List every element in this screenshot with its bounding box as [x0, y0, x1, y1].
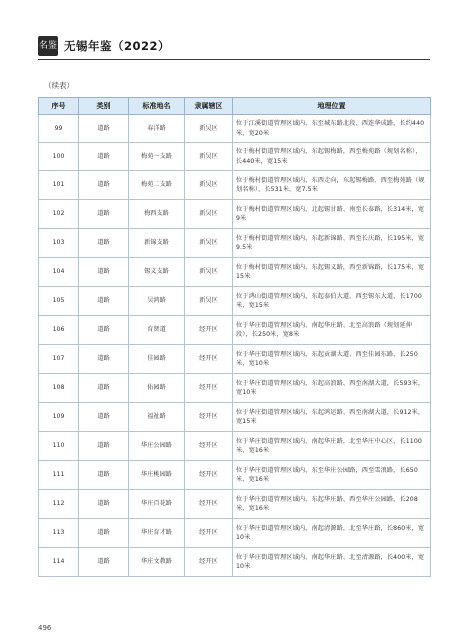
- row-number: 100: [39, 143, 79, 171]
- row-standard-name: 梅苑一支路: [129, 143, 185, 171]
- row-location: 位于华庄街道管理区域内，南起华庄路，北至华庄中心区，长1100米，宽16米: [233, 432, 431, 461]
- row-category: 道路: [79, 171, 129, 200]
- row-category: 道路: [79, 200, 129, 229]
- row-location: 位于鸿山街道管理区域内，东起泰伯大道、西至锡东大道，长1700米，宽15米: [233, 287, 431, 316]
- row-district: 经开区: [185, 432, 233, 461]
- table-row: [39, 171, 431, 200]
- row-category: 道路: [79, 287, 129, 316]
- row-number: 110: [39, 432, 79, 461]
- row-location: 位于华庄街道管理区域内，南起华庄路、北至高浪路（规划延伸段），长250米，宽8米: [233, 316, 431, 345]
- road-name-table: [38, 97, 431, 577]
- row-district: 经开区: [185, 345, 233, 374]
- row-standard-name: 华庄公园路: [129, 432, 185, 461]
- row-standard-name: 吴鸿路: [129, 287, 185, 316]
- row-category: 道路: [79, 143, 129, 171]
- table-row: [39, 490, 431, 519]
- row-district: 新吴区: [185, 200, 233, 229]
- row-district: 经开区: [185, 461, 233, 490]
- row-category: 道路: [79, 403, 129, 432]
- row-number: 101: [39, 171, 79, 200]
- column-header-location: 地理位置: [233, 98, 431, 115]
- row-district: 经开区: [185, 403, 233, 432]
- row-location: 位于梅村街道管理区域内，东起锡梅路，西至梅苑路（规划名称），长440米，宽15米: [233, 143, 431, 171]
- row-district: 新吴区: [185, 258, 233, 287]
- row-district: 新吴区: [185, 171, 233, 200]
- column-header-category: 类别: [79, 98, 129, 115]
- row-location: 位于华庄街道管理区域内，东起鸿运路、西至南湖大道，长912米，宽15米: [233, 403, 431, 432]
- table-row: [39, 432, 431, 461]
- row-category: 道路: [79, 432, 129, 461]
- row-district: 经开区: [185, 374, 233, 403]
- row-standard-name: 福祉路: [129, 403, 185, 432]
- table-header-row: [39, 98, 431, 115]
- row-category: 道路: [79, 229, 129, 258]
- row-category: 道路: [79, 461, 129, 490]
- row-number: 105: [39, 287, 79, 316]
- table-row: [39, 548, 431, 577]
- row-standard-name: 佳园路: [129, 345, 185, 374]
- table-body: [39, 115, 431, 577]
- row-district: 新吴区: [185, 229, 233, 258]
- row-standard-name: 梅西支路: [129, 200, 185, 229]
- row-category: 道路: [79, 519, 129, 548]
- column-header-district: 隶属辖区: [185, 98, 233, 115]
- row-number: 104: [39, 258, 79, 287]
- row-location: 位于梅村街道管理区域内，东起新锦路、西至长庆路，长195米，宽9.5米: [233, 229, 431, 258]
- table-row: [39, 316, 431, 345]
- row-location: 位于梅村街道管理区域内，东西走向，东起锡梅路、西至梅苑路（规划名称），长531米，宽7.5米: [233, 171, 431, 200]
- table-row: [39, 461, 431, 490]
- book-title: 无锡年鉴（2022）: [64, 39, 171, 53]
- row-standard-name: 梅苑二支路: [129, 171, 185, 200]
- row-location: 位于华庄街道管理区域内，东起高浪路、西至南湖大道，长593米，宽10米: [233, 374, 431, 403]
- row-category: 道路: [79, 115, 129, 143]
- row-number: 114: [39, 548, 79, 577]
- table-row: [39, 229, 431, 258]
- row-number: 106: [39, 316, 79, 345]
- row-number: 107: [39, 345, 79, 374]
- row-location: 位于华庄街道管理区域内，南起华庄路、北至清源路，长400米，宽10米: [233, 548, 431, 577]
- row-number: 99: [39, 115, 79, 143]
- row-category: 道路: [79, 490, 129, 519]
- row-standard-name: 华庄育才路: [129, 519, 185, 548]
- table-row: [39, 519, 431, 548]
- row-location: 位于江溪街道管理区域内，东至城东路北段、西连华成路，长约440米，宽20米: [233, 115, 431, 143]
- row-number: 108: [39, 374, 79, 403]
- row-location: 位于华庄街道管理区域内，东至华庄公园路，西至雪浪路，长650米，宽16米: [233, 461, 431, 490]
- row-location: 位于华庄街道管理区域内，东起贡湖大道、西至佳园东路，长250米，宽10米: [233, 345, 431, 374]
- column-header-standard-name: 标准地名: [129, 98, 185, 115]
- table-row: [39, 403, 431, 432]
- row-number: 111: [39, 461, 79, 490]
- row-location: 位于梅村街道管理区域内，东起锡义路，西至新锦路，长175米，宽15米: [233, 258, 431, 287]
- row-category: 道路: [79, 258, 129, 287]
- yearbook-logo: 名鉴: [38, 36, 58, 56]
- row-standard-name: 华庄百花路: [129, 490, 185, 519]
- table-row: [39, 200, 431, 229]
- table-row: [39, 287, 431, 316]
- row-location: 位于华庄街道管理区域内，南起清源路，北至华庄路，长860米，宽10米: [233, 519, 431, 548]
- row-district: 新吴区: [185, 143, 233, 171]
- row-district: 经开区: [185, 316, 233, 345]
- row-number: 102: [39, 200, 79, 229]
- row-number: 112: [39, 490, 79, 519]
- row-location: 位于梅村街道管理区域内，北起锡甘路、南至长泰路，长314米，宽9米: [233, 200, 431, 229]
- row-district: 经开区: [185, 490, 233, 519]
- table-row: [39, 143, 431, 171]
- table-row: [39, 345, 431, 374]
- row-standard-name: 华庄桃园路: [129, 461, 185, 490]
- row-number: 103: [39, 229, 79, 258]
- table-row: [39, 115, 431, 143]
- page-header: [0, 0, 468, 64]
- row-standard-name: 育贤道: [129, 316, 185, 345]
- row-category: 道路: [79, 548, 129, 577]
- row-location: 位于华庄街道管理区域内，东起华庄路、西至华庄公园路，长208米，宽16米: [233, 490, 431, 519]
- row-standard-name: 春洋路: [129, 115, 185, 143]
- page-number: 496: [38, 624, 52, 632]
- table-row: [39, 374, 431, 403]
- row-standard-name: 佑园路: [129, 374, 185, 403]
- row-district: 新吴区: [185, 287, 233, 316]
- row-category: 道路: [79, 374, 129, 403]
- header-divider: [38, 59, 430, 60]
- table-row: [39, 258, 431, 287]
- continued-label: （续表）: [44, 81, 74, 90]
- row-category: 道路: [79, 316, 129, 345]
- row-district: 经开区: [185, 548, 233, 577]
- row-district: 经开区: [185, 519, 233, 548]
- row-standard-name: 华庄文教路: [129, 548, 185, 577]
- row-category: 道路: [79, 345, 129, 374]
- row-standard-name: 新锦支路: [129, 229, 185, 258]
- row-district: 新吴区: [185, 115, 233, 143]
- row-standard-name: 锡义支路: [129, 258, 185, 287]
- row-number: 113: [39, 519, 79, 548]
- row-number: 109: [39, 403, 79, 432]
- column-header-number: 序号: [39, 98, 79, 115]
